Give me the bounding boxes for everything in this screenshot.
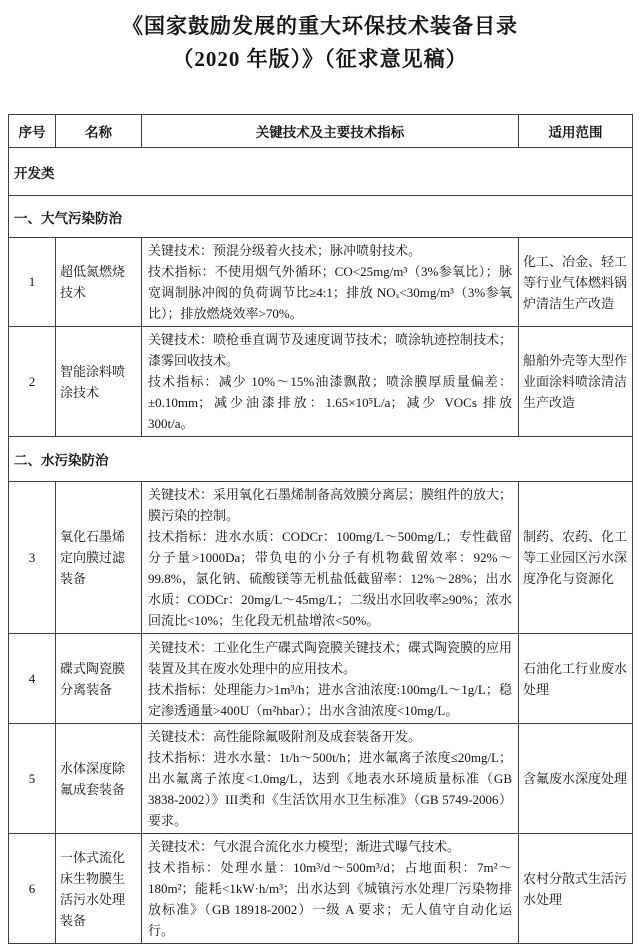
row-tech-spec: 技术指标：进水水质：CODCr：100mg/L～500mg/L；专性截留分子量>1000Da；带负电的小分子有机物截留效率：92%～99.8%，氯化钠、硫酸镁等无机盐低截留率：12%～28%；出水水质：CODCr：20mg/L～45mg/L；二级出水回收率≥90%；浓水回流比<10%；生化段无机盐增浓<50%。 xyxy=(148,529,512,628)
document-title xyxy=(0,0,640,76)
section-row-air-pollution xyxy=(9,196,633,238)
row-tech-spec: 技术指标：不使用烟气外循环；CO<25mg/m³（3%参氧比）；脉宽调制脉冲阀的负荷调节比≥4:1；排放 NOₓ<30mg/m³（3%参氧比）；排放燃烧效率>70%。 xyxy=(148,264,512,321)
row-name: 智能涂料喷涂技术 xyxy=(56,327,142,437)
row-tech-key: 关键技术：喷枪垂直调节及速度调节技术；喷涂轨迹控制技术；漆雾回收技术。 xyxy=(148,332,513,368)
section-label: 开发类 xyxy=(9,148,633,196)
row-tech xyxy=(142,634,519,724)
col-header-tech: 关键技术及主要技术指标 xyxy=(142,115,519,148)
row-name: 水体深度除氟成套装备 xyxy=(56,724,142,834)
row-name: 氧化石墨烯定向膜过滤装备 xyxy=(56,482,142,634)
section-label: 二、水污染防治 xyxy=(9,437,633,482)
row-name: 碟式陶瓷膜分离装备 xyxy=(56,634,142,724)
row-scope: 农村分散式生活污水处理 xyxy=(519,834,633,944)
row-tech-spec: 技术指标：减少 10%～15%油漆飘散；喷涂膜厚质量偏差：±0.10mm；减少油漆排放：1.65×10⁵L/a；减少 VOCs 排放 300t/a。 xyxy=(148,374,512,431)
title-line-2: （2020 年版）》（征求意见稿） xyxy=(172,47,468,71)
col-header-scope: 适用范围 xyxy=(519,115,633,148)
section-row-development xyxy=(9,148,633,196)
col-header-name: 名称 xyxy=(56,115,142,148)
table-row xyxy=(9,482,633,634)
row-no: 5 xyxy=(9,724,56,834)
row-tech xyxy=(142,238,519,327)
row-tech xyxy=(142,482,519,634)
title-line-1: 《国家鼓励发展的重大环保技术装备目录 xyxy=(122,14,518,38)
table-row xyxy=(9,724,633,834)
row-tech-key: 关键技术：采用氧化石墨烯制备高效膜分离层；膜组件的放大；膜污染的控制。 xyxy=(148,487,513,523)
row-scope: 含氟废水深度处理 xyxy=(519,724,633,834)
row-no: 4 xyxy=(9,634,56,724)
row-tech xyxy=(142,327,519,437)
table-row xyxy=(9,634,633,724)
row-tech-key: 关键技术：预混分级着火技术；脉冲喷射技术。 xyxy=(148,243,422,258)
row-no: 2 xyxy=(9,327,56,437)
col-header-no: 序号 xyxy=(9,115,56,148)
row-tech-key: 关键技术：高性能除氟吸附剂及成套装备开发。 xyxy=(148,729,422,744)
catalog-table xyxy=(8,114,633,944)
table-row xyxy=(9,327,633,437)
row-scope: 制药、农药、化工等工业园区污水深度净化与资源化 xyxy=(519,482,633,634)
row-tech xyxy=(142,834,519,944)
row-tech-spec: 技术指标：进水水量：1t/h～500t/h；进水氟离子浓度≤20mg/L；出水氟离子浓度<1.0mg/L，达到《地表水环境质量标准（GB 3838-2002）》III类和《生活饮用水卫生标准》（GB 5749-2006）要求。 xyxy=(148,750,512,828)
row-name: 一体式流化床生物膜生活污水处理装备 xyxy=(56,834,142,944)
row-scope: 石油化工行业废水处理 xyxy=(519,634,633,724)
table-row xyxy=(9,834,633,944)
row-no: 1 xyxy=(9,238,56,327)
row-no: 6 xyxy=(9,834,56,944)
row-tech-spec: 技术指标：处理水量：10m³/d～500m³/d；占地面积：7m²～180m²；能耗<1kW·h/m³；出水达到《城镇污水处理厂污染物排放标准》（GB 18918-2002）一级 A 要求；无人值守自动化运行。 xyxy=(148,860,512,938)
row-no: 3 xyxy=(9,482,56,634)
row-tech-key: 关键技术：气水混合流化水力模型；渐进式曝气技术。 xyxy=(148,839,461,854)
row-tech xyxy=(142,724,519,834)
section-row-water-pollution xyxy=(9,437,633,482)
section-label: 一、大气污染防治 xyxy=(9,196,633,238)
table-header-row xyxy=(9,115,633,148)
row-name: 超低氮燃烧技术 xyxy=(56,238,142,327)
row-scope: 船舶外壳等大型作业面涂料喷涂清洁生产改造 xyxy=(519,327,633,437)
table-row xyxy=(9,238,633,327)
row-scope: 化工、冶金、轻工等行业气体燃料锅炉清洁生产改造 xyxy=(519,238,633,327)
row-tech-key: 关键技术：工业化生产碟式陶瓷膜关键技术；碟式陶瓷膜的应用装置及其在废水处理中的应用技术。 xyxy=(148,639,513,676)
row-tech-spec: 技术指标：处理能力>1m³/h；进水含油浓度:100mg/L～1g/L；稳定渗透通量>400U（m²hbar）；出水含油浓度<10mg/L。 xyxy=(148,681,512,718)
